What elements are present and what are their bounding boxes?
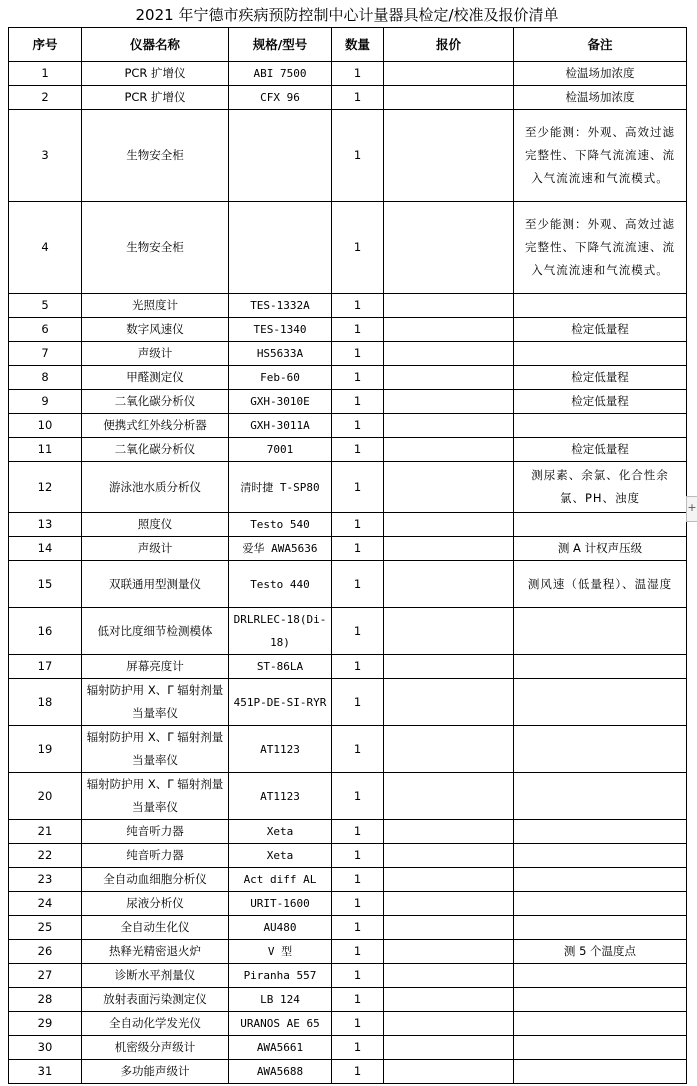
- table-row: [9, 513, 687, 537]
- cell-remark: [514, 892, 687, 916]
- cell-qty: 1: [332, 561, 384, 608]
- cell-price: [384, 202, 514, 294]
- cell-name: PCR 扩增仪: [82, 62, 229, 86]
- table-row: [9, 892, 687, 916]
- cell-name: 低对比度细节检测模体: [82, 608, 229, 655]
- cell-price: [384, 844, 514, 868]
- table-row: [9, 202, 687, 294]
- cell-model: V 型: [229, 940, 332, 964]
- cell-name: 诊断水平剂量仪: [82, 964, 229, 988]
- cell-qty: 1: [332, 342, 384, 366]
- table-row: [9, 916, 687, 940]
- cell-qty: 1: [332, 1012, 384, 1036]
- cell-model: Testo 540: [229, 513, 332, 537]
- cell-price: [384, 1060, 514, 1084]
- cell-remark: 至少能测：外观、高效过滤完整性、下降气流流速、流入气流流速和气流模式。: [514, 110, 687, 202]
- table-row: [9, 988, 687, 1012]
- cell-price: [384, 655, 514, 679]
- cell-no: 22: [9, 844, 82, 868]
- cell-price: [384, 1036, 514, 1060]
- cell-remark: [514, 294, 687, 318]
- cell-remark: [514, 1036, 687, 1060]
- table-row: [9, 655, 687, 679]
- table-row: [9, 537, 687, 561]
- cell-remark: [514, 342, 687, 366]
- cell-name: 游泳池水质分析仪: [82, 462, 229, 513]
- cell-price: [384, 513, 514, 537]
- cell-price: [384, 940, 514, 964]
- table-row: [9, 844, 687, 868]
- cell-remark: [514, 726, 687, 773]
- cell-no: 1: [9, 62, 82, 86]
- cell-no: 21: [9, 820, 82, 844]
- cell-model: AWA5661: [229, 1036, 332, 1060]
- cell-no: 25: [9, 916, 82, 940]
- cell-price: [384, 916, 514, 940]
- cell-model: [229, 110, 332, 202]
- cell-no: 3: [9, 110, 82, 202]
- cell-name: 全自动生化仪: [82, 916, 229, 940]
- cell-model: TES-1340: [229, 318, 332, 342]
- cell-qty: 1: [332, 916, 384, 940]
- cell-name: 全自动化学发光仪: [82, 1012, 229, 1036]
- price-list-table: [8, 27, 687, 1084]
- cell-price: [384, 868, 514, 892]
- header-name: 仪器名称: [82, 28, 229, 62]
- cell-remark: 检定低量程: [514, 318, 687, 342]
- header-remark: 备注: [514, 28, 687, 62]
- cell-model: 451P-DE-SI-RYR: [229, 679, 332, 726]
- cell-price: [384, 773, 514, 820]
- cell-model: HS5633A: [229, 342, 332, 366]
- cell-remark: 测尿素、余氯、化合性余氯、PH、浊度: [514, 462, 687, 513]
- cell-model: DRLRLEC-18(Di-18): [229, 608, 332, 655]
- table-row: [9, 964, 687, 988]
- cell-no: 18: [9, 679, 82, 726]
- cell-name: 机密级分声级计: [82, 1036, 229, 1060]
- cell-price: [384, 390, 514, 414]
- cell-name: 二氧化碳分析仪: [82, 438, 229, 462]
- table-row: [9, 294, 687, 318]
- cell-qty: 1: [332, 892, 384, 916]
- cell-qty: 1: [332, 390, 384, 414]
- cell-no: 5: [9, 294, 82, 318]
- cell-price: [384, 462, 514, 513]
- cell-model: Xeta: [229, 844, 332, 868]
- cell-model: URIT-1600: [229, 892, 332, 916]
- cell-no: 24: [9, 892, 82, 916]
- cell-remark: [514, 1012, 687, 1036]
- cell-name: 纯音听力器: [82, 820, 229, 844]
- cell-no: 6: [9, 318, 82, 342]
- cell-qty: 1: [332, 318, 384, 342]
- cell-no: 27: [9, 964, 82, 988]
- cell-no: 26: [9, 940, 82, 964]
- cell-remark: [514, 964, 687, 988]
- cell-price: [384, 726, 514, 773]
- table-row: [9, 868, 687, 892]
- cell-no: 15: [9, 561, 82, 608]
- cell-remark: 检定低量程: [514, 438, 687, 462]
- cell-qty: 1: [332, 462, 384, 513]
- cell-no: 7: [9, 342, 82, 366]
- cell-name: 多功能声级计: [82, 1060, 229, 1084]
- cell-qty: 1: [332, 86, 384, 110]
- cell-name: 双联通用型测量仪: [82, 561, 229, 608]
- cell-model: AT1123: [229, 773, 332, 820]
- cell-price: [384, 62, 514, 86]
- cell-qty: 1: [332, 294, 384, 318]
- cell-no: 14: [9, 537, 82, 561]
- cell-model: LB 124: [229, 988, 332, 1012]
- table-row: [9, 561, 687, 608]
- cell-name: 尿液分析仪: [82, 892, 229, 916]
- table-row: [9, 366, 687, 390]
- table-row: [9, 773, 687, 820]
- table-header-row: [9, 28, 687, 62]
- cell-price: [384, 820, 514, 844]
- header-qty: 数量: [332, 28, 384, 62]
- cell-remark: [514, 1060, 687, 1084]
- cell-qty: 1: [332, 537, 384, 561]
- cell-remark: [514, 868, 687, 892]
- cell-qty: 1: [332, 820, 384, 844]
- cell-price: [384, 342, 514, 366]
- cell-no: 28: [9, 988, 82, 1012]
- table-row: [9, 462, 687, 513]
- cell-model: Piranha 557: [229, 964, 332, 988]
- cell-remark: 检温场加浓度: [514, 86, 687, 110]
- cell-name: 热释光精密退火炉: [82, 940, 229, 964]
- table-row: [9, 110, 687, 202]
- cell-no: 10: [9, 414, 82, 438]
- table-row: [9, 1060, 687, 1084]
- table-row: [9, 1012, 687, 1036]
- cell-remark: [514, 773, 687, 820]
- cell-no: 23: [9, 868, 82, 892]
- cell-remark: 测 A 计权声压级: [514, 537, 687, 561]
- cell-remark: 测风速（低量程）、温湿度: [514, 561, 687, 608]
- cell-name: 全自动血细胞分析仪: [82, 868, 229, 892]
- cell-name: 光照度计: [82, 294, 229, 318]
- page-title: 2021 年宁德市疾病预防控制中心计量器具检定/校准及报价清单: [135, 6, 559, 24]
- cell-name: 辐射防护用 X、Γ 辐射剂量当量率仪: [82, 773, 229, 820]
- cell-remark: 检温场加浓度: [514, 62, 687, 86]
- cell-no: 11: [9, 438, 82, 462]
- table-row: [9, 1036, 687, 1060]
- cell-name: 数字风速仪: [82, 318, 229, 342]
- cell-no: 19: [9, 726, 82, 773]
- cell-name: 生物安全柜: [82, 110, 229, 202]
- cell-name: 声级计: [82, 537, 229, 561]
- cell-price: [384, 964, 514, 988]
- cell-model: GXH-3010E: [229, 390, 332, 414]
- cell-name: 放射表面污染测定仪: [82, 988, 229, 1012]
- cell-model: CFX 96: [229, 86, 332, 110]
- table-row: [9, 318, 687, 342]
- cell-price: [384, 892, 514, 916]
- cell-name: 辐射防护用 X、Γ 辐射剂量当量率仪: [82, 679, 229, 726]
- header-model: 规格/型号: [229, 28, 332, 62]
- cell-name: 屏幕亮度计: [82, 655, 229, 679]
- cell-remark: [514, 414, 687, 438]
- cell-model: 清时捷 T-SP80: [229, 462, 332, 513]
- cell-model: Feb-60: [229, 366, 332, 390]
- table-row: [9, 820, 687, 844]
- cell-qty: 1: [332, 513, 384, 537]
- table-row: [9, 390, 687, 414]
- cell-name: 辐射防护用 X、Γ 辐射剂量当量率仪: [82, 726, 229, 773]
- header-price: 报价: [384, 28, 514, 62]
- cell-remark: [514, 608, 687, 655]
- cell-model: Xeta: [229, 820, 332, 844]
- cell-name: 生物安全柜: [82, 202, 229, 294]
- cell-name: 甲醛测定仪: [82, 366, 229, 390]
- cell-model: Testo 440: [229, 561, 332, 608]
- cell-qty: 1: [332, 964, 384, 988]
- cell-model: ABI 7500: [229, 62, 332, 86]
- cell-remark: [514, 679, 687, 726]
- cell-remark: [514, 844, 687, 868]
- cell-name: 二氧化碳分析仪: [82, 390, 229, 414]
- cell-model: TES-1332A: [229, 294, 332, 318]
- cell-remark: [514, 513, 687, 537]
- cell-model: AWA5688: [229, 1060, 332, 1084]
- cell-qty: 1: [332, 62, 384, 86]
- cell-price: [384, 537, 514, 561]
- cell-model: Act diff AL: [229, 868, 332, 892]
- cell-price: [384, 366, 514, 390]
- table-row: [9, 608, 687, 655]
- cell-qty: 1: [332, 940, 384, 964]
- cell-qty: 1: [332, 844, 384, 868]
- table-row: [9, 726, 687, 773]
- cell-name: 照度仪: [82, 513, 229, 537]
- cell-price: [384, 414, 514, 438]
- cell-price: [384, 561, 514, 608]
- cell-qty: 1: [332, 438, 384, 462]
- cell-model: ST-86LA: [229, 655, 332, 679]
- side-expand-handle[interactable]: +: [686, 496, 697, 522]
- cell-remark: [514, 655, 687, 679]
- cell-no: 9: [9, 390, 82, 414]
- cell-qty: 1: [332, 773, 384, 820]
- cell-model: [229, 202, 332, 294]
- cell-price: [384, 988, 514, 1012]
- cell-qty: 1: [332, 1060, 384, 1084]
- cell-qty: 1: [332, 655, 384, 679]
- header-no: 序号: [9, 28, 82, 62]
- cell-name: 纯音听力器: [82, 844, 229, 868]
- cell-qty: 1: [332, 868, 384, 892]
- cell-remark: 检定低量程: [514, 390, 687, 414]
- cell-price: [384, 438, 514, 462]
- table-row: [9, 438, 687, 462]
- table-row: [9, 342, 687, 366]
- cell-model: URANOS AE 65: [229, 1012, 332, 1036]
- cell-qty: 1: [332, 608, 384, 655]
- cell-no: 12: [9, 462, 82, 513]
- cell-no: 20: [9, 773, 82, 820]
- table-row: [9, 414, 687, 438]
- cell-no: 31: [9, 1060, 82, 1084]
- cell-model: 7001: [229, 438, 332, 462]
- cell-qty: 1: [332, 414, 384, 438]
- table-row: [9, 940, 687, 964]
- cell-price: [384, 110, 514, 202]
- cell-price: [384, 318, 514, 342]
- cell-qty: 1: [332, 726, 384, 773]
- cell-no: 13: [9, 513, 82, 537]
- table-row: [9, 679, 687, 726]
- table-row: [9, 86, 687, 110]
- cell-qty: 1: [332, 679, 384, 726]
- cell-no: 2: [9, 86, 82, 110]
- cell-model: AT1123: [229, 726, 332, 773]
- cell-no: 30: [9, 1036, 82, 1060]
- cell-price: [384, 608, 514, 655]
- table-row: [9, 62, 687, 86]
- cell-remark: 测 5 个温度点: [514, 940, 687, 964]
- cell-no: 29: [9, 1012, 82, 1036]
- cell-model: GXH-3011A: [229, 414, 332, 438]
- cell-remark: [514, 820, 687, 844]
- cell-remark: 检定低量程: [514, 366, 687, 390]
- cell-no: 17: [9, 655, 82, 679]
- cell-qty: 1: [332, 110, 384, 202]
- cell-name: 声级计: [82, 342, 229, 366]
- cell-qty: 1: [332, 202, 384, 294]
- cell-qty: 1: [332, 366, 384, 390]
- cell-name: 便携式红外线分析器: [82, 414, 229, 438]
- cell-no: 8: [9, 366, 82, 390]
- cell-remark: [514, 916, 687, 940]
- cell-qty: 1: [332, 1036, 384, 1060]
- cell-no: 16: [9, 608, 82, 655]
- cell-price: [384, 1012, 514, 1036]
- cell-name: PCR 扩增仪: [82, 86, 229, 110]
- cell-price: [384, 86, 514, 110]
- cell-model: AU480: [229, 916, 332, 940]
- cell-no: 4: [9, 202, 82, 294]
- cell-remark: [514, 988, 687, 1012]
- cell-price: [384, 679, 514, 726]
- cell-price: [384, 294, 514, 318]
- cell-model: 爱华 AWA5636: [229, 537, 332, 561]
- cell-qty: 1: [332, 988, 384, 1012]
- cell-remark: 至少能测：外观、高效过滤完整性、下降气流流速、流入气流流速和气流模式。: [514, 202, 687, 294]
